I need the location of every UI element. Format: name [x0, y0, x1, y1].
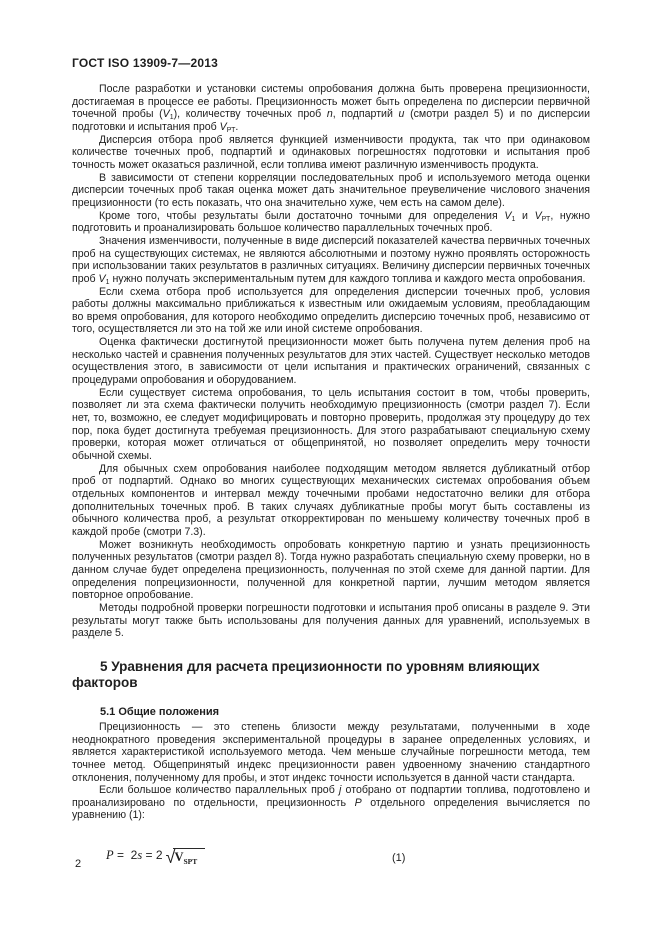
paragraph: Если схема отбора проб используется для определения дисперсии точечных проб, условия работы должны максимально приближаться к известным или ожидаемым условиям, преобладающим во время опробования, для которого необходимо определить дисперсию точечных проб, независимо от того, осуществляется ли это на той же или иной системе опробования.	[72, 285, 590, 336]
formula-var-P: P	[106, 848, 114, 863]
paragraph: В зависимости от степени корреляции последовательных проб и используемого метода оценки дисперсии точечных проб такая оценка может дать значительное преувеличение числового значения прецизионности (то есть показать, что она значительно хуже, чем есть на самом деле).	[72, 171, 590, 209]
paragraph: Для обычных схем опробования наиболее подходящим методом является дубликатный отбор проб от подпартий. Однако во многих существующих механических системах опробования объем отдельных компонентов и интервал между точечными пробами недостаточно велики для отбора дополнительных точечных проб. В таких случаях дубликатные пробы могут быть составлены из обычного количества проб, а результат откорректирован по меньшему количеству точечных проб в каждой пробе (смотри 7.3).	[72, 462, 590, 538]
formula-var-s: s	[137, 848, 143, 863]
paragraph: Оценка фактически достигнутой прецизионности может быть получена путем деления проб на несколько частей и сравнения полученных результатов для этих частей. Существует несколько методов осуществления этого, в зависимости от цели испытания и практических ограничений, связанных с процедурами опробования и оборудованием.	[72, 336, 590, 387]
radical-sign: √	[165, 847, 176, 868]
doc-header-title: ГОСТ ISO 13909-7—2013	[72, 56, 218, 70]
section-5-1-heading: 5.1 Общие положения	[100, 705, 220, 718]
paragraph: Методы подробной проверки погрешности подготовки и испытания проб описаны в разделе 9. Эти результаты могут также быть использованы для получения данных для уравнений, используемых в разделе 5.	[72, 601, 590, 640]
sqrt-radical	[165, 847, 206, 868]
paragraph: Если большое количество параллельных проб j отобрано от подпартии топлива, подготовлено и проанализировано по отдельности, прецизионность P отдельного определения вычисляется по уравнению (1):	[72, 784, 591, 822]
equation-1	[72, 848, 590, 872]
section-5-heading: 5 Уравнения для расчета прецизионности по уровням влияющих факторов	[72, 658, 540, 690]
equation-number: (1)	[392, 852, 406, 865]
equation-1-formula: P = 2 s = 2 √ $V_{SPT}$	[106, 848, 205, 864]
paragraph: После разработки и установки системы опробования должна быть проверена прецизионности, достигаемая в процессе ее работы. Прецизионность может быть определена по дисперсии первичной точечной пробы $(V_1)$, количеству точечных проб n, подпартий u (смотри раздел 5) и по дисперсии подготовки и испытания проб $V_{РТ}$.	[72, 83, 591, 134]
paragraph: Кроме того, чтобы результаты были достаточно точными для определения $V_1$ и $V_{РТ}$, нужно подготовить и проанализировать большое количество параллельных точечных проб.	[72, 209, 591, 235]
paragraph: Если существует система опробования, то цель испытания состоит в том, чтобы проверить, позволяет ли эта схема фактически получить необходимую прецизионность (смотри раздел 7). Если нет, то, возможно, ее следует модифицировать и повторно проверить, продолжая эту процедуру до тех пор, пока будет достигнута требуемая прецизионность. Для этого разрабатывают специальную схему проверки, которая может отличаться от общепринятой, но позволяет определить меру точности обычной схемы.	[72, 386, 590, 463]
intro-section	[72, 83, 590, 640]
formula-var-V: V	[174, 850, 184, 865]
paragraph: Может возникнуть необходимость опробовать конкретную партию и узнать прецизионность полученных результатов (смотри раздел 8). Тогда нужно разработать специальную схему проверки, но в данном случае будет определена прецизионность, полученная по этой схеме для данной партии. Для определения попрецизионности, полученной для конкретной партии, лучшим методом является повторное опробование.	[72, 538, 590, 602]
paragraph: Прецизионность — это степень близости между результатами, полученными в ходе неоднократного проведения экспериментальной процедуры в заранее определенных условиях, и является характеристикой используемого метода. Чем меньше случайные погрешности метода, тем точнее метод. Общепринятый индекс прецизионности равен удвоенному значению стандартного отклонения, полученному для пробы, и этот индекс точности используется в данной части стандарта.	[72, 720, 590, 784]
paragraph: Дисперсия отбора проб является функцией изменчивости продукта, так что при одинаковом количестве точечных проб, подпартий и одинаковых погрешностях подготовки и испытания проб точность может оказаться различной, если топлива имеют различную изменчивость продукта.	[72, 133, 590, 171]
paragraph: Значения изменчивости, полученные в виде дисперсий показателей качества первичных точечных проб на существующих системах, не являются абсолютными и поэтому нужно проявлять осторожность при использовании таких результатов в различных ситуациях. Величину дисперсии первичных точечных проб $V_1$ нужно получать экспериментальным путем для каждого топлива и каждого места опробования.	[72, 234, 590, 286]
page-number: 2	[75, 858, 82, 870]
formula-sub-SPT: SPT	[183, 857, 198, 867]
